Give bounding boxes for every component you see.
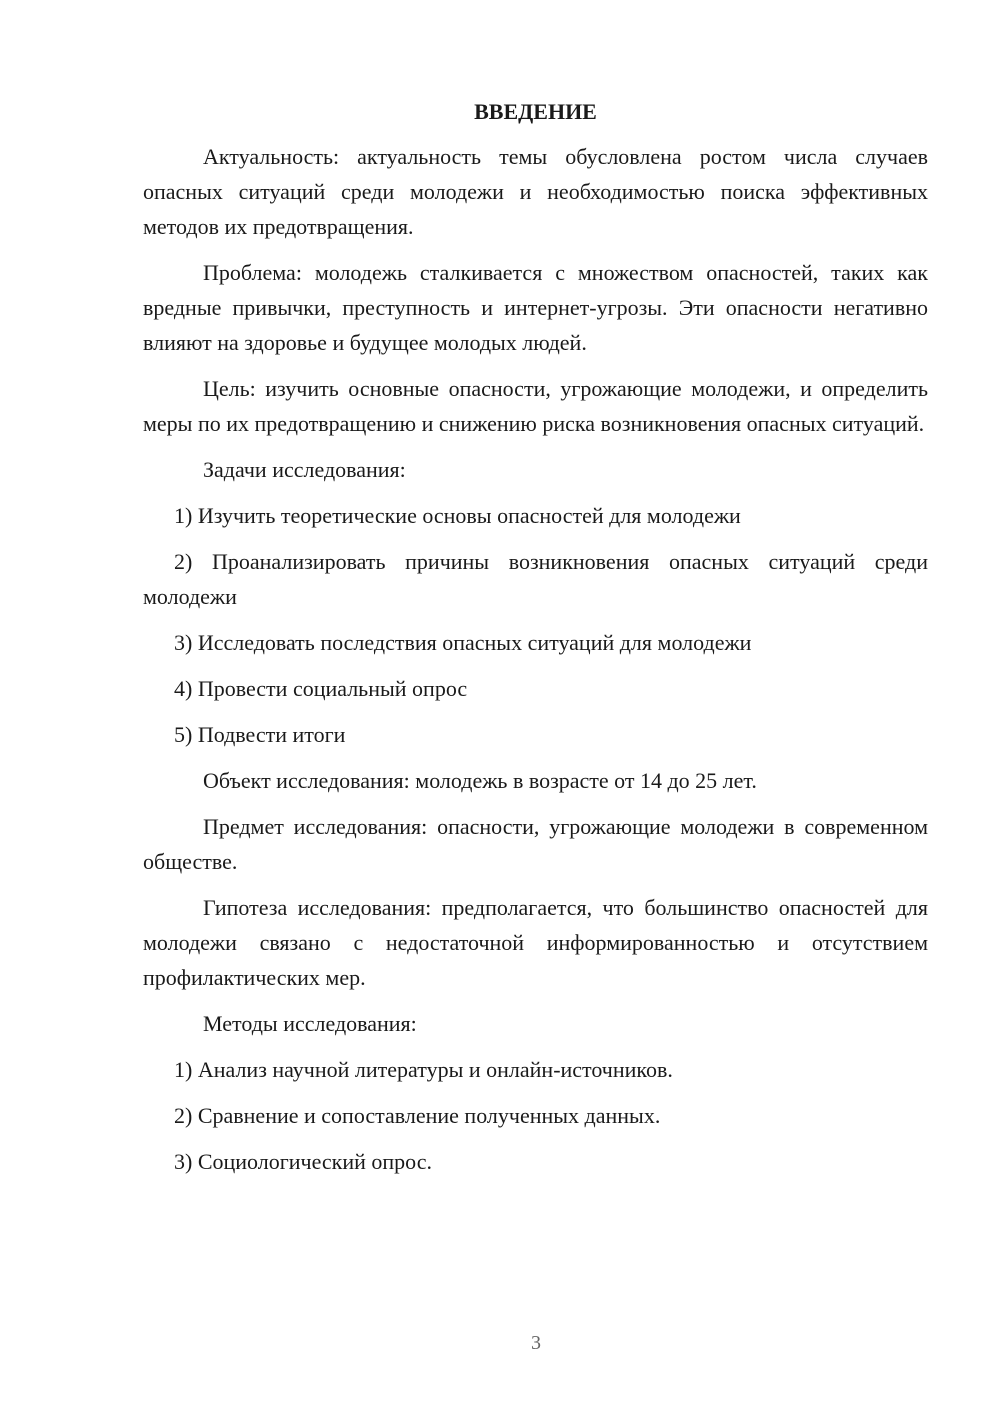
task-item: 2) Проанализировать причины возникновения опасных ситуаций среди молодежи [143, 549, 928, 609]
document-page [143, 94, 928, 1190]
actuality-paragraph: Актуальность: актуальность темы обусловлена ростом числа случаев опасных ситуаций среди молодежи и необходимостью поиска эффективных методов их предотвращения. [143, 144, 928, 239]
section-title: ВВЕДЕНИЕ [474, 99, 597, 124]
page-number: 3 [531, 1332, 541, 1354]
method-item: 1) Анализ научной литературы и онлайн-источников. [174, 1057, 673, 1082]
problem-paragraph: Проблема: молодежь сталкивается с множеством опасностей, таких как вредные привычки, преступность и интернет-угрозы. Эти опасности негативно влияют на здоровье и будущее молодых людей. [143, 260, 928, 355]
tasks-heading: Задачи исследования: [203, 457, 406, 482]
methods-heading: Методы исследования: [203, 1011, 417, 1036]
hypothesis-paragraph: Гипотеза исследования: предполагается, что большинство опасностей для молодежи связано с недостаточной информированностью и отсутствием профилактических мер. [143, 895, 928, 990]
task-item: 4) Провести социальный опрос [174, 676, 468, 701]
method-item: 2) Сравнение и сопоставление полученных данных. [174, 1103, 661, 1128]
object-paragraph: Объект исследования: молодежь в возрасте от 14 до 25 лет. [203, 768, 757, 793]
task-item: 5) Подвести итоги [174, 722, 346, 747]
task-item: 3) Исследовать последствия опасных ситуаций для молодежи [174, 630, 752, 655]
goal-paragraph: Цель: изучить основные опасности, угрожающие молодежи, и определить меры по их предотвращению и снижению риска возникновения опасных ситуаций. [143, 376, 928, 436]
task-item: 1) Изучить теоретические основы опасностей для молодежи [174, 503, 741, 528]
method-item: 3) Социологический опрос. [174, 1149, 432, 1174]
subject-paragraph: Предмет исследования: опасности, угрожающие молодежи в современном обществе. [143, 814, 928, 874]
